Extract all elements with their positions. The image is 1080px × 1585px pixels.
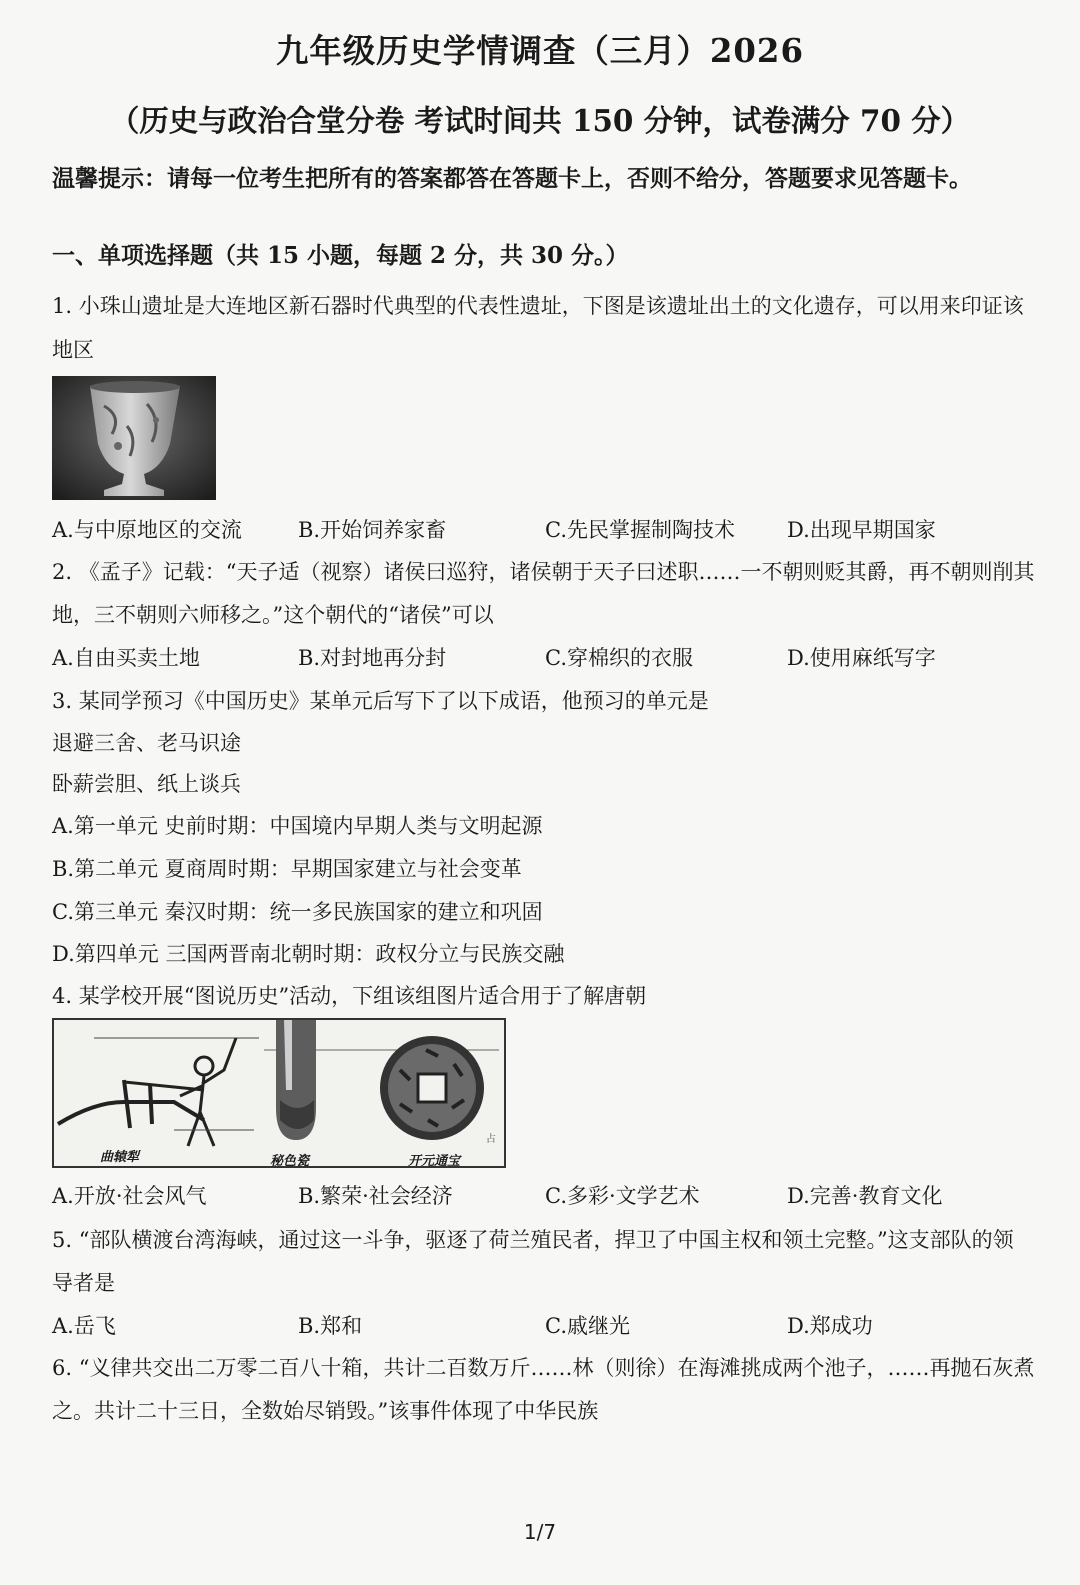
q6-stem-line2: 之。共计二十三日，全数始尽销毁。”该事件体现了中华民族 [52,1399,599,1423]
exam-subtitle: （历史与政治合堂分卷 考试时间共 150 分钟，试卷满分 70 分） [109,103,971,138]
q5-option-a: A.岳飞 [52,1314,116,1338]
q3-stem: 3. 某同学预习《中国历史》某单元后写下了以下成语，他预习的单元是 [52,689,709,713]
q3-idioms-1: 退避三舍、老马识途 [52,731,241,755]
q4-option-c: C.多彩·文学艺术 [545,1184,700,1208]
q3-option-d: D.第四单元 三国两晋南北朝时期：政权分立与民族交融 [52,942,565,966]
q1-option-a: A.与中原地区的交流 [52,518,242,542]
pottery-cup-photo [52,376,216,500]
svg-text:占: 占 [486,1134,496,1145]
q4-stem: 4. 某学校开展“图说历史”活动，下组该组图片适合用于了解唐朝 [52,984,647,1008]
q2-option-d: D.使用麻纸写字 [787,646,936,670]
q1-option-c: C.先民掌握制陶技术 [545,518,735,542]
page-number: 1/7 [523,1520,557,1544]
q2-stem-line1: 2. 《孟子》记载：“天子适（视察）诸侯曰巡狩，诸侯朝于天子曰述职……一不朝则贬其爵，再不朝则削其 [52,560,1035,584]
q4-option-a: A.开放·社会风气 [52,1184,207,1208]
q3-idioms-2: 卧薪尝胆、纸上谈兵 [52,772,241,796]
caption-plough: 曲辕犁 [100,1150,140,1165]
q5-stem-line1: 5. “部队横渡台湾海峡，通过这一斗争，驱逐了荷兰殖民者，捍卫了中国主权和领土完整。”这支部队的领 [52,1228,1014,1252]
caption-celadon: 秘色瓷 [270,1154,310,1168]
q1-stem-line2: 地区 [52,338,94,362]
q3-option-b: B.第二单元 夏商周时期：早期国家建立与社会变革 [52,857,522,881]
q1-stem-line1: 1. 小珠山遗址是大连地区新石器时代典型的代表性遗址，下图是该遗址出土的文化遗存，可以用来印证该 [52,294,1024,318]
q3-option-a: A.第一单元 史前时期：中国境内早期人类与文明起源 [52,814,543,838]
warm-tip: 温馨提示：请每一位考生把所有的答案都答在答题卡上，否则不给分，答题要求见答题卡。 [52,165,972,192]
caption-coin: 开元通宝 [408,1154,461,1168]
q5-option-c: C.戚继光 [545,1314,630,1338]
q5-stem-line2: 导者是 [52,1271,115,1295]
exam-title: 九年级历史学情调查（三月）2026 [276,32,804,70]
q1-option-b: B.开始饲养家畜 [298,518,447,542]
q2-option-c: C.穿棉织的衣服 [545,646,693,670]
q4-option-d: D.完善·教育文化 [787,1184,943,1208]
q4-option-b: B.繁荣·社会经济 [298,1184,453,1208]
q5-option-b: B.郑和 [298,1314,363,1338]
q2-option-a: A.自由买卖土地 [52,646,200,670]
q1-option-d: D.出现早期国家 [787,518,936,542]
q2-stem-line2: 地，三不朝则六师移之。”这个朝代的“诸侯”可以 [52,603,494,627]
q5-option-d: D.郑成功 [787,1314,873,1338]
q2-option-b: B.对封地再分封 [298,646,447,670]
q3-option-c: C.第三单元 秦汉时期：统一多民族国家的建立和巩固 [52,900,543,924]
q6-stem-line1: 6. “义律共交出二万零二百八十箱，共计二百数万斤……林（则徐）在海滩挑成两个池子，……再抛石灰煮 [52,1356,1035,1380]
tang-dynasty-images [52,1018,506,1168]
section-heading: 一、单项选择题（共 15 小题，每题 2 分，共 30 分。） [52,242,629,269]
